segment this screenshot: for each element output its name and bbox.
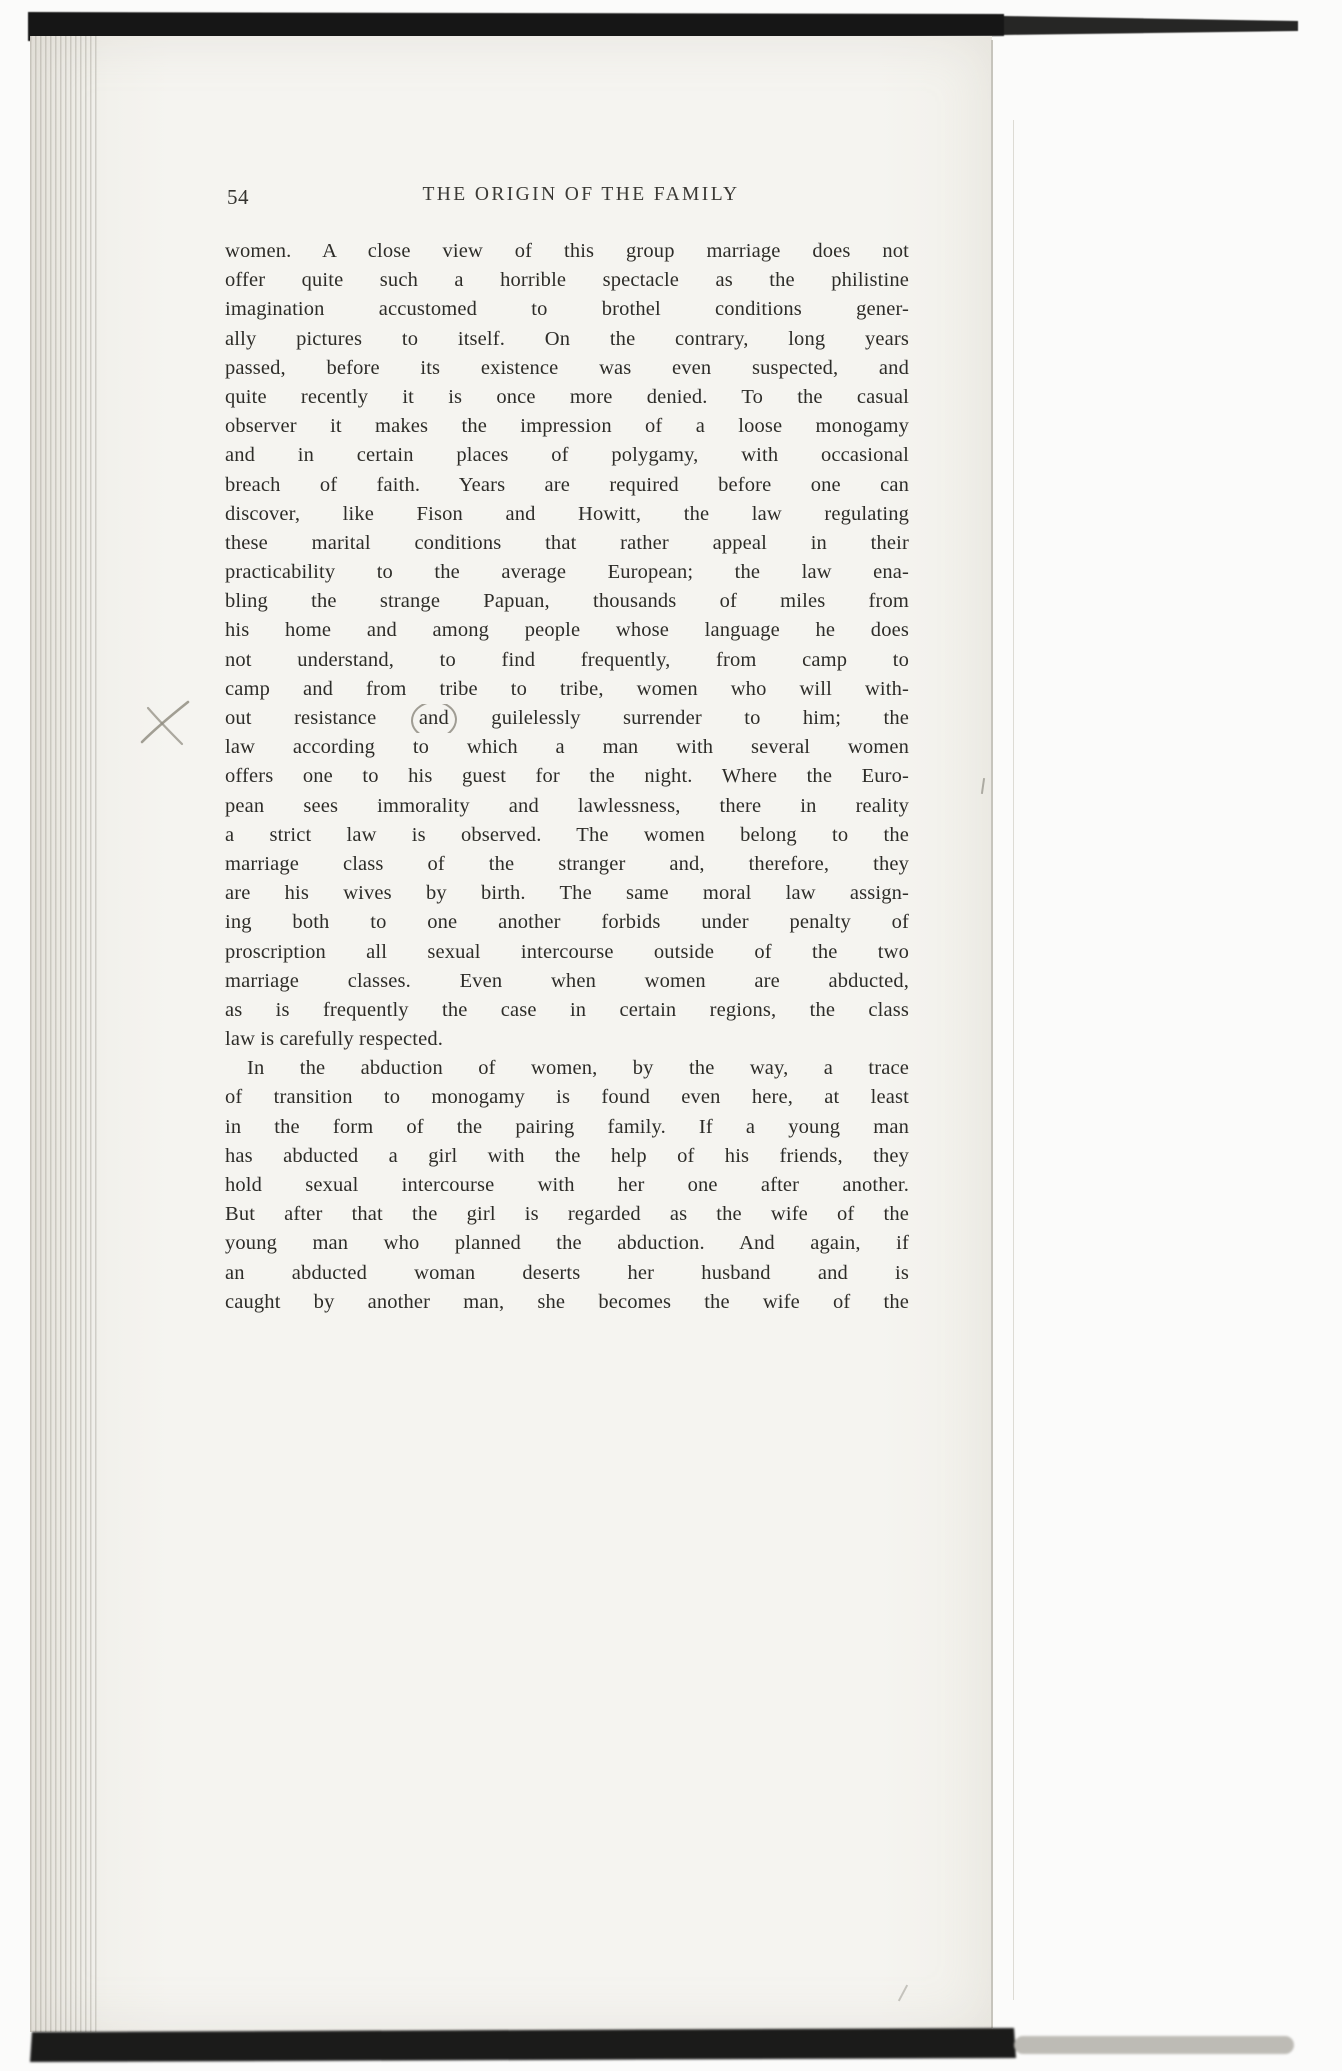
text-line: imagination accustomed to brothel conditions gener-: [225, 298, 909, 321]
text-line: proscription all sexual intercourse outside of the two: [225, 940, 909, 963]
page-stack-edge-texture: [30, 36, 100, 2032]
text-line: in the form of the pairing family. If a young man: [225, 1115, 909, 1138]
text-line: camp and from tribe to tribe, women who will with-: [225, 677, 909, 700]
text-line: and in certain places of polygamy, with occasional: [225, 444, 909, 467]
text-line: bling the strange Papuan, thousands of miles from: [225, 590, 909, 613]
text-line: passed, before its existence was even suspected, and: [225, 356, 909, 379]
text-line: law is carefully respected.: [225, 1028, 444, 1051]
text-line: marriage class of the stranger and, therefore, they: [225, 852, 909, 875]
text-line: has abducted a girl with the help of his friends, they: [225, 1144, 909, 1167]
text-line: quite recently it is once more denied. To the casual: [225, 385, 909, 408]
text-line: as is frequently the case in certain regions, the class: [225, 998, 909, 1021]
text-line: of transition to monogamy is found even here, at least: [225, 1086, 909, 1109]
text-line: offer quite such a horrible spectacle as the philistine: [225, 269, 909, 292]
page-number: 54: [227, 185, 249, 209]
text-line: ally pictures to itself. On the contrary, long years: [225, 327, 909, 350]
line-text: guilelessly surrender to him; the: [448, 707, 909, 729]
page-right-edge-faint: [1013, 120, 1014, 2000]
text-line: offers one to his guest for the night. Where the Euro-: [225, 765, 909, 788]
text-line: a strict law is observed. The women belong to the: [225, 823, 909, 846]
text-line: But after that the girl is regarded as the wife of the: [225, 1203, 909, 1226]
text-line: pean sees immorality and lawlessness, there in reality: [225, 794, 909, 817]
page-header: [225, 184, 907, 212]
text-line: women. A close view of this group marriage does not: [225, 240, 909, 262]
text-line: marriage classes. Even when women are abducted,: [225, 969, 909, 992]
text-line: breach of faith. Years are required before one can: [225, 473, 909, 496]
running-title: THE ORIGIN OF THE FAMILY: [422, 184, 740, 205]
text-line: discover, like Fison and Howitt, the law regulating: [225, 502, 909, 525]
book-cover-bottom-edge: [0, 2024, 1342, 2071]
body-text: [225, 237, 909, 1317]
text-line: caught by another man, she becomes the wife of the: [225, 1290, 909, 1313]
text-line: observer it makes the impression of a loose monogamy: [225, 415, 909, 438]
text-line: practicability to the average European; the law ena-: [225, 561, 909, 584]
page-right-edge: [991, 40, 993, 2028]
text-line: young man who planned the abduction. And again, if: [225, 1232, 909, 1255]
line-text: out resistance: [225, 707, 419, 729]
text-line: are his wives by birth. The same moral law assign-: [225, 882, 909, 905]
text-line: law according to which a man with several women: [225, 736, 909, 759]
text-line: ing both to one another forbids under penalty of: [225, 911, 909, 934]
text-line: In the abduction of women, by the way, a trace: [247, 1057, 909, 1080]
text-line: not understand, to find frequently, from camp to: [225, 648, 909, 671]
text-line-annotated: [225, 704, 909, 733]
text-line: an abducted woman deserts her husband and is: [225, 1261, 909, 1284]
pencil-circled-word: and: [419, 704, 449, 733]
text-line: his home and among people whose language he does: [225, 619, 909, 642]
text-line: hold sexual intercourse with her one after another.: [225, 1174, 909, 1196]
pencil-x-mark: [138, 696, 194, 752]
text-line: these marital conditions that rather appeal in their: [225, 531, 909, 554]
